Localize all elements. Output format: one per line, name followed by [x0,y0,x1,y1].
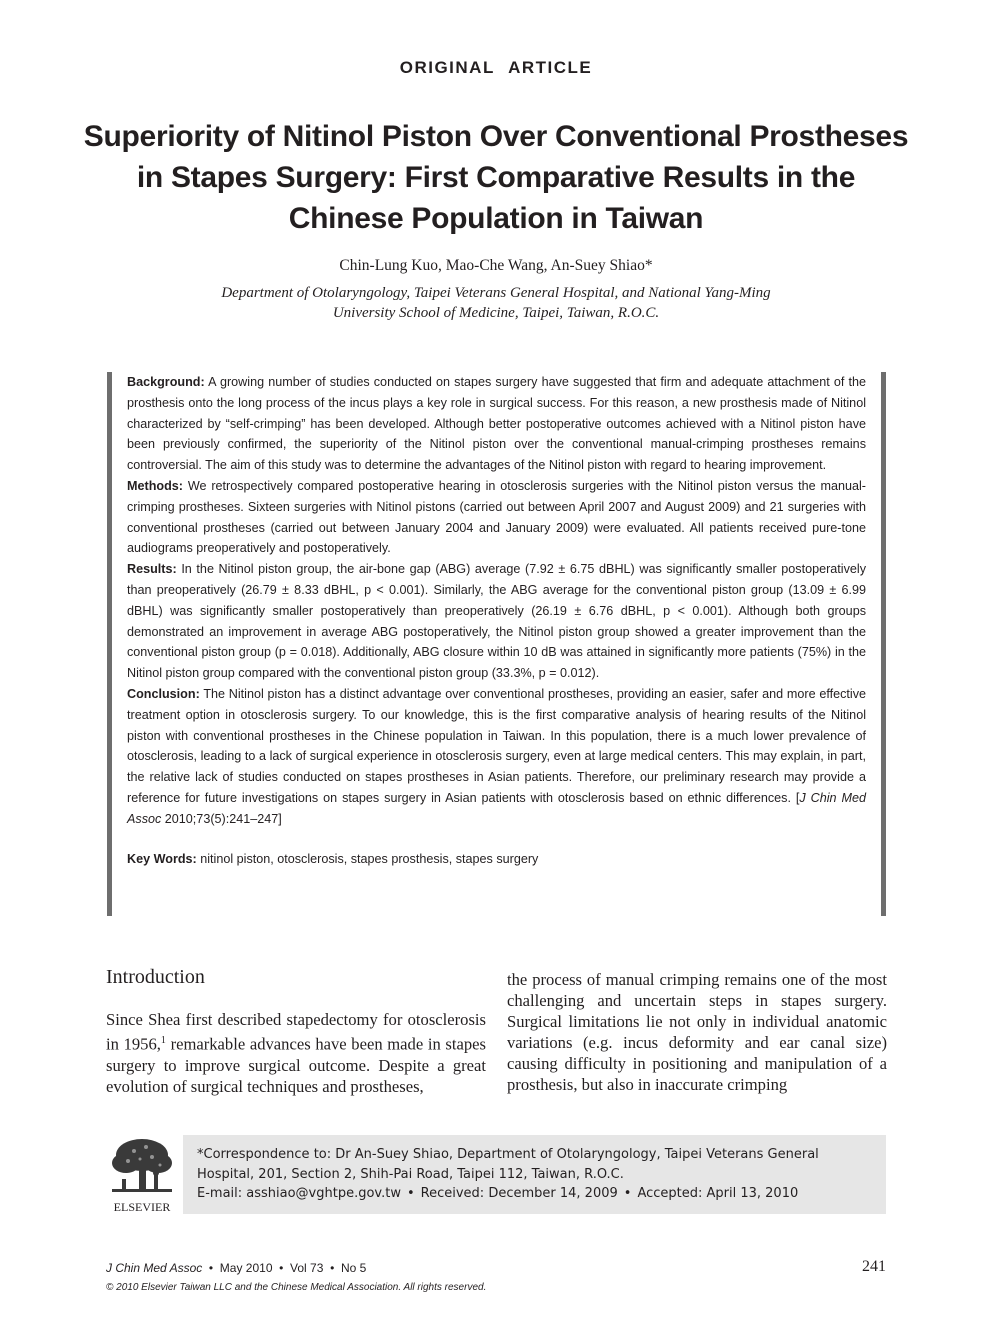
methods-text: We retrospectively compared postoperative hearing in otosclerosis surgeries with the Nitinol piston versus the manual-crimping prostheses. Sixteen surgeries with Nitinol pistons (carried out between April 2007 and August 2009) and 21 surgeries with conventional prostheses (carried out between January 2004 and January 2009) were evaluated. All patients received pure-tone audiograms preoperatively and postoperatively. [127,478,866,556]
abstract-conclusion [127,684,866,830]
methods-label: Methods: [127,478,183,493]
correspondence-line-1: *Correspondence to: Dr An-Suey Shiao, Department of Otolaryngology, Taipei Veterans General [197,1147,819,1162]
citation-open: [ [795,790,800,805]
intro-text-a: Since Shea first described stapedectomy for otosclerosis in 1956, [106,1010,486,1054]
introduction-paragraph [106,1009,486,1097]
body-column-left [106,965,486,1097]
abstract-box [107,372,886,916]
citation-rest: 2010;73(5):241–247] [161,811,282,826]
conclusion-text: The Nitinol piston has a distinct advantage over conventional prostheses, providing an easier, safer and more effective treatment option in otosclerosis surgery. To our knowledge, this is the first comparative analysis of hearing results of the Nitinol piston with conventional prostheses in the Chinese population in Taiwan. In this population, there is a much lower prevalence of otosclerosis, leading to a lack of surgical experience in otosclerosis surgery, even at large medical centers. This may explain, in part, the relative lack of studies conducted on stapes prostheses in Asian patients. Therefore, our preliminary research may provide a reference for future investigations on stapes surgery in Asian patients with otosclerosis based on ethnic differences. [127,686,867,805]
author-list: Chin-Lung Kuo, Mao-Che Wang, An-Suey Shiao* [339,257,653,274]
affiliation-line-2: University School of Medicine, Taipei, Taiwan, R.O.C. [332,305,660,321]
received-date: Received: December 14, 2009 [420,1186,618,1201]
intro-text-b: remarkable advances have been made in stapes surgery to improve surgical outcome. Despite a great evolution of surgical techniques and prostheses, [106,1034,486,1096]
abstract-methods [127,476,866,559]
accepted-date: Accepted: April 13, 2010 [637,1186,799,1201]
reference-superscript[interactable]: 1 [160,1035,166,1046]
conclusion-label: Conclusion: [127,686,200,701]
introduction-heading: Introduction [106,966,205,988]
background-text: A growing number of studies conducted on stapes surgery have suggested that firm and adequate attachment of the prosthesis onto the long process of the incus plays a key role in surgical success. For this reason, a new prosthesis made of Nitinol characterized by “self-crimping” has been developed. Although better postoperative outcomes achieved with a Nitinol piston have been previously confirmed, the superiority of the Nitinol piston over the conventional manual-crimping prostheses remains controversial. The aim of this study was to determine the advantages of the Nitinol piston with regard to hearing improvement. [127,375,866,473]
article-title: Superiority of Nitinol Piston Over Conventional Prostheses in Stapes Surgery: First Comparative Results in the Chinese Population in Taiwan [83,120,909,235]
correspondence-line-3 [197,1184,872,1204]
correspondence-email[interactable]: E-mail: asshiao@vghtpe.gov.tw [197,1186,401,1201]
elsevier-logo [106,1135,178,1215]
bullet-separator: • [623,1186,632,1201]
abstract-keywords [127,849,866,870]
page-number: 241 [862,1258,886,1275]
keywords-label: Key Words: [127,851,197,866]
abstract-results [127,559,866,684]
author-affiliation [150,283,842,323]
elsevier-wordmark: ELSEVIER [113,1200,171,1214]
footer-journal-info [106,1261,366,1275]
body-paragraph-continued: the process of manual crimping remains one of the most challenging and uncertain steps in stapes surgery. Surgical limitations lie not only in individual anatomic variations (e.g. incus deformity and ear canal size) causing difficulty in positioning and manipulation of a prosthesis, but also in inaccurate crimping [507,970,887,1094]
bullet-separator: • [406,1186,415,1201]
body-column-right [507,969,887,1095]
results-text: In the Nitinol piston group, the air-bone gap (ABG) average (7.92 ± 6.75 dBHL) was significantly smaller postoperatively than preoperatively (26.79 ± 8.33 dBHL, p < 0.001). Similarly, the ABG average for the conventional piston group (13.09 ± 6.99 dBHL) was significantly smaller postoperatively than preoperatively (26.19 ± 6.76 dBHL, p < 0.001). Although both groups demonstrated an improvement in average ABG postoperatively, the Nitinol piston group showed a greater improvement than the conventional piston group (p = 0.018). Additionally, ABG closure within 10 dB was attained in significantly more patients (75%) in the Nitinol piston group compared with the conventional piston group (33.3%, p = 0.012). [127,562,866,681]
copyright-notice: © 2010 Elsevier Taiwan LLC and the Chinese Medical Association. All rights reserved. [106,1282,487,1293]
background-label: Background: [127,375,205,389]
article-type-label: ORIGINAL ARTICLE [399,58,593,77]
footer-journal-name: J Chin Med Assoc [106,1261,203,1275]
footer-issue: • May 2010 • Vol 73 • No 5 [202,1261,367,1275]
elsevier-tree-icon [106,1135,178,1215]
affiliation-line-1: Department of Otolaryngology, Taipei Veterans General Hospital, and National Yang-Ming [221,285,771,301]
correspondence-line-2: Hospital, 201, Section 2, Shih-Pai Road, Taipei 112, Taiwan, R.O.C. [197,1166,624,1182]
correspondence-box [183,1135,886,1214]
keywords-text: nitinol piston, otosclerosis, stapes prosthesis, stapes surgery [200,851,539,866]
abstract-background [127,372,866,476]
results-label: Results: [127,562,177,577]
citation-journal: J Chin Med Assoc [127,790,866,826]
